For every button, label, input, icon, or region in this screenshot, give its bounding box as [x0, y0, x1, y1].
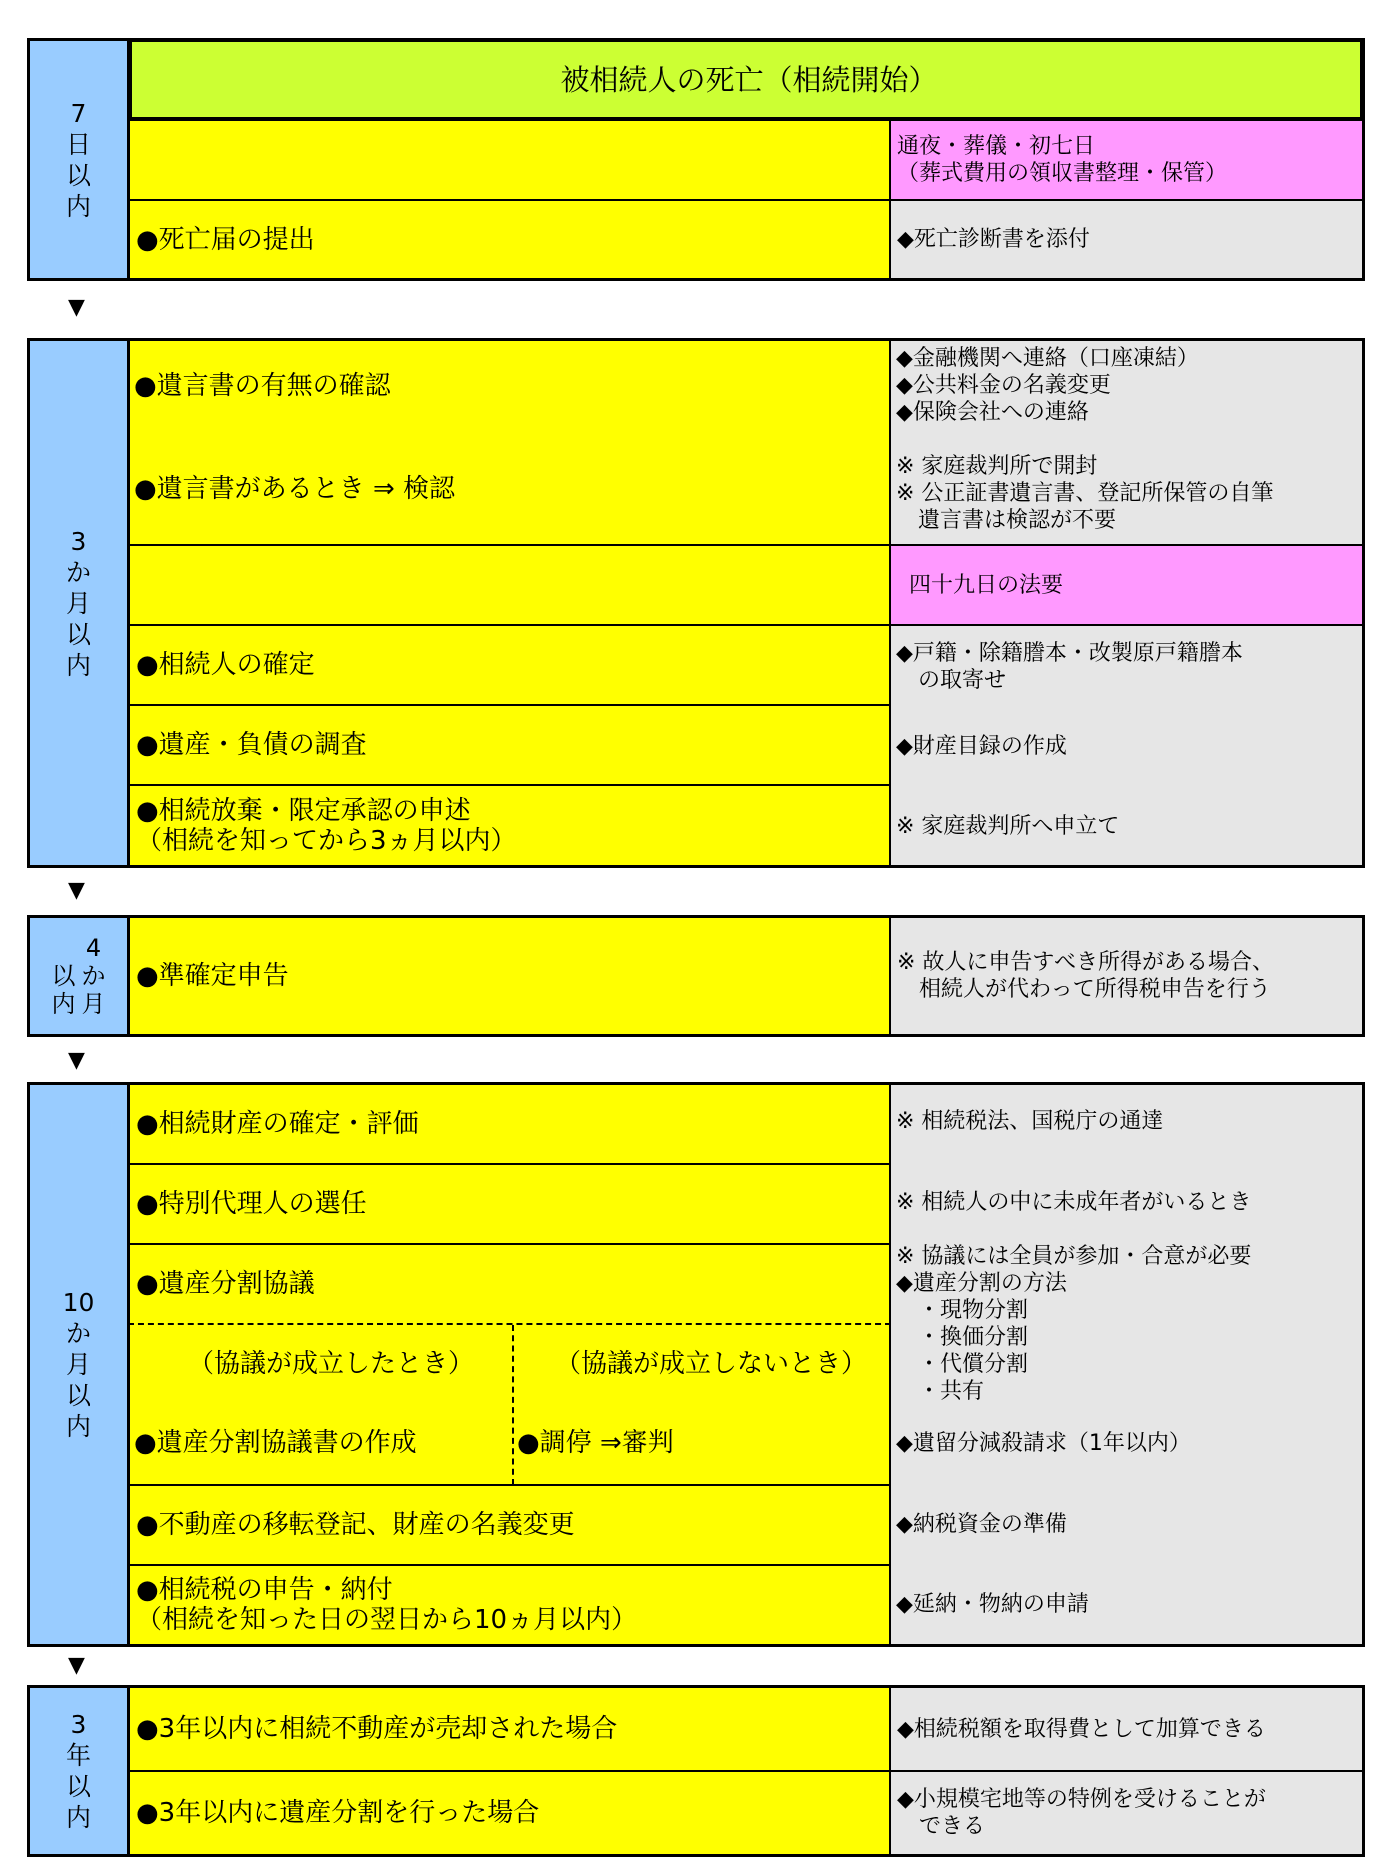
period-7-days [27, 38, 130, 281]
period-label-char: 以 [65, 160, 91, 190]
period-label-char: 内 [51, 990, 76, 1018]
down-arrow-icon: ▼ [68, 1653, 85, 1678]
period-label-char: 内 [65, 1803, 91, 1832]
period-label-char: か [81, 962, 106, 990]
agreement-reached-heading: （協議が成立したとき） [188, 1349, 475, 1379]
tax-funds-note: ◆納税資金の準備 [896, 1512, 1067, 1537]
period-3-years [27, 1685, 130, 1857]
blank-task-cell [128, 544, 891, 626]
period-label-char: 10 [62, 1288, 95, 1317]
will-check-task: ●遺言書の有無の確認 [134, 371, 391, 401]
special-agent-task: ●特別代理人の選任 [128, 1163, 891, 1245]
period-label-char: 以 [65, 619, 91, 649]
final-tax-return-note: ※ 故人に申告すべき所得がある場合、 相続人が代わって所得税申告を行う [889, 916, 1364, 1036]
asset-survey-task: ●遺産・負債の調査 [128, 704, 891, 786]
period-label-char: 月 [65, 588, 91, 618]
period-label-char: か [65, 1319, 91, 1348]
period-label-grid [49, 934, 109, 1018]
period-label-char: 月 [65, 1350, 91, 1379]
property-sale-task: ●3年以内に相続不動産が売却された場合 [128, 1686, 891, 1772]
family-court-note: ※ 家庭裁判所へ申立て [896, 814, 1120, 839]
division-consultation-task: ●遺産分割協議 [128, 1243, 891, 1325]
period-label-char: 内 [65, 191, 91, 221]
division-methods-note: ※ 協議には全員が参加・合意が必要 ◆遺産分割の方法 ・現物分割 ・換価分割 ・代償分割 ・共有 [896, 1244, 1252, 1404]
period-label-char: 以 [65, 1772, 91, 1801]
period-label-char: 月 [81, 990, 106, 1018]
heir-confirmation-task: ●相続人の確定 [128, 624, 891, 706]
asset-inventory-note: ◆財産目録の作成 [896, 734, 1067, 759]
period-label-char: 内 [65, 650, 91, 680]
tax-law-note: ※ 相続税法、国税庁の通達 [896, 1109, 1164, 1134]
reserved-portion-note: ◆遺留分減殺請求（1年以内） [896, 1431, 1191, 1456]
period-label-char: 以 [65, 1381, 91, 1410]
estate-valuation-task: ●相続財産の確定・評価 [128, 1083, 891, 1165]
division-agreement-document-task: ●遺産分割協議書の作成 [134, 1428, 417, 1458]
agreement-failed-heading: （協議が成立しないとき） [555, 1349, 868, 1379]
period-3-months [27, 338, 130, 868]
period-label-char: か [65, 557, 91, 587]
family-register-note: ◆戸籍・除籍謄本・改製原戸籍謄本 の取寄せ [896, 641, 1243, 693]
mediation-task: ●調停 ⇒審判 [517, 1428, 674, 1458]
period-label-char: 7 [70, 98, 87, 128]
period-label-char: 内 [65, 1412, 91, 1441]
period-4-months [27, 915, 130, 1037]
acquisition-cost-note: ◆相続税額を取得費として加算できる [889, 1686, 1364, 1772]
branch-divider [512, 1325, 514, 1485]
will-notes: ◆金融機関へ連絡（口座凍結） ◆公共料金の名義変更 ◆保険会社への連絡 ※ 家庭裁判所で開封 ※ 公正証書遺言書、登記所保管の自筆 遺言書は検認が不要 [896, 346, 1274, 533]
period-label-char: 以 [51, 962, 76, 990]
period-label-char: 4 [85, 934, 102, 962]
late-division-task: ●3年以内に遺産分割を行った場合 [128, 1770, 891, 1856]
registration-transfer-task: ●不動産の移転登記、財産の名義変更 [128, 1484, 891, 1566]
forty-ninth-day-note: 四十九日の法要 [889, 544, 1364, 626]
period-label-char [49, 934, 79, 962]
page-title: 被相続人の死亡（相続開始） [128, 38, 1364, 121]
period-10-months [27, 1082, 130, 1647]
will-probate-task: ●遺言書があるとき ⇒ 検認 [134, 474, 456, 504]
final-tax-return-task: ●準確定申告 [128, 916, 891, 1036]
death-notice-task: ●死亡届の提出 [128, 199, 891, 280]
blank-task-cell [128, 119, 891, 201]
down-arrow-icon: ▼ [68, 295, 85, 320]
down-arrow-icon: ▼ [68, 878, 85, 903]
inheritance-tax-filing-task: ●相続税の申告・納付 （相続を知った日の翌日から10ヵ月以内） [128, 1564, 891, 1646]
death-certificate-note: ◆死亡診断書を添付 [889, 199, 1364, 280]
renunciation-task: ●相続放棄・限定承認の申述 （相続を知ってから3ヵ月以内） [128, 784, 891, 867]
period-label-char: 3 [70, 526, 87, 556]
period-label-char: 3 [70, 1710, 87, 1739]
period-label-char: 年 [65, 1741, 91, 1770]
down-arrow-icon: ▼ [68, 1048, 85, 1073]
minor-heir-note: ※ 相続人の中に未成年者がいるとき [896, 1190, 1252, 1215]
funeral-note: 通夜・葬儀・初七日 （葬式費用の領収書整理・保管） [889, 119, 1364, 201]
period-label-char: 日 [65, 129, 91, 159]
agreement-branch-cell [128, 1323, 891, 1486]
small-residential-land-note: ◆小規模宅地等の特例を受けることが できる [889, 1770, 1364, 1856]
deferred-payment-note: ◆延納・物納の申請 [896, 1592, 1089, 1617]
